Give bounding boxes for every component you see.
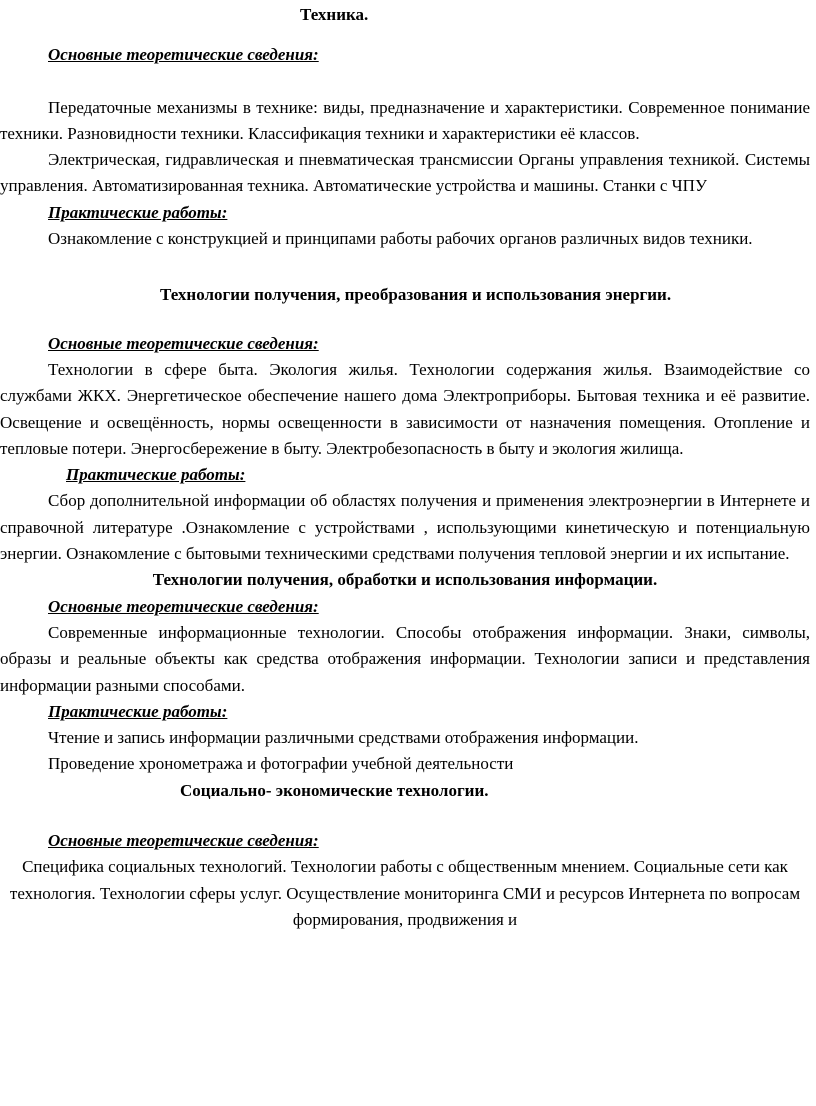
practice-heading: Практические работы: [48, 701, 228, 721]
theory-paragraph: Специфика социальных технологий. Технологии работы с общественным мнением. Социальные сети как технология. Технологии сферы услуг. Осуществление мониторинга СМИ и ресурсов Интернета по вопросам формирования, продвижения и [9, 857, 801, 929]
theory-heading: Основные теоретические сведения: [48, 831, 319, 851]
theory-paragraph: Электрическая, гидравлическая и пневматическая трансмиссии Органы управления техникой. Системы управления. Автоматизированная техника. Автоматические устройства и машины. Станки с ЧПУ [0, 150, 810, 196]
theory-heading: Основные теоретические сведения: [48, 596, 319, 616]
theory-paragraph: Передаточные механизмы в технике: виды, предназначение и характеристики. Современное понимание техники. Разновидности техники. Классификация техники и характеристики её классов. [0, 97, 810, 143]
practice-paragraph: Сбор дополнительной информации об областях получения и применения электроэнергии в Интернете и справочной литературе .Ознакомление с устройствами , использующими кинетическую и потенциальную энергии. Ознакомление с бытовыми техническими средствами получения тепловой энергии и их испытание. [0, 491, 810, 564]
practice-heading: Практические работы: [48, 202, 228, 222]
section-title: Техника. [300, 5, 369, 24]
practice-paragraph: Проведение хронометража и фотографии учебной деятельности [48, 754, 514, 774]
theory-paragraph: Технологии в сфере быта. Экология жилья. Технологии содержания жилья. Взаимодействие со службами ЖКХ. Энергетическое обеспечение нашего дома Электроприборы. Бытовая техника и её развитие. Освещение и освещённость, нормы освещенности в зависимости от назначения помещения. Отопление и тепловые потери. Энергосбережение в быту. Электробезопасность в быту и экология жилища. [0, 359, 810, 458]
section-title: Технологии получения, обработки и использования информации. [152, 570, 658, 590]
section-title: Социально- экономические технологии. [180, 780, 489, 800]
theory-heading: Основные теоретические сведения: [48, 45, 319, 65]
section-title: Технологии получения, преобразования и использования энергии. [160, 285, 672, 305]
practice-heading: Практические работы: [66, 465, 246, 485]
document-page [0, 2, 816, 1106]
practice-paragraph: Ознакомление с конструкцией и принципами работы рабочих органов различных видов техники. [48, 229, 753, 249]
theory-heading: Основные теоретические сведения: [48, 333, 319, 353]
practice-paragraph: Чтение и запись информации различными средствами отображения информации. [48, 728, 639, 748]
theory-paragraph: Современные информационные технологии. Способы отображения информации. Знаки, символы, образы и реальные объекты как средства отображения информации. Технологии записи и представления информации разными способами. [0, 622, 810, 695]
